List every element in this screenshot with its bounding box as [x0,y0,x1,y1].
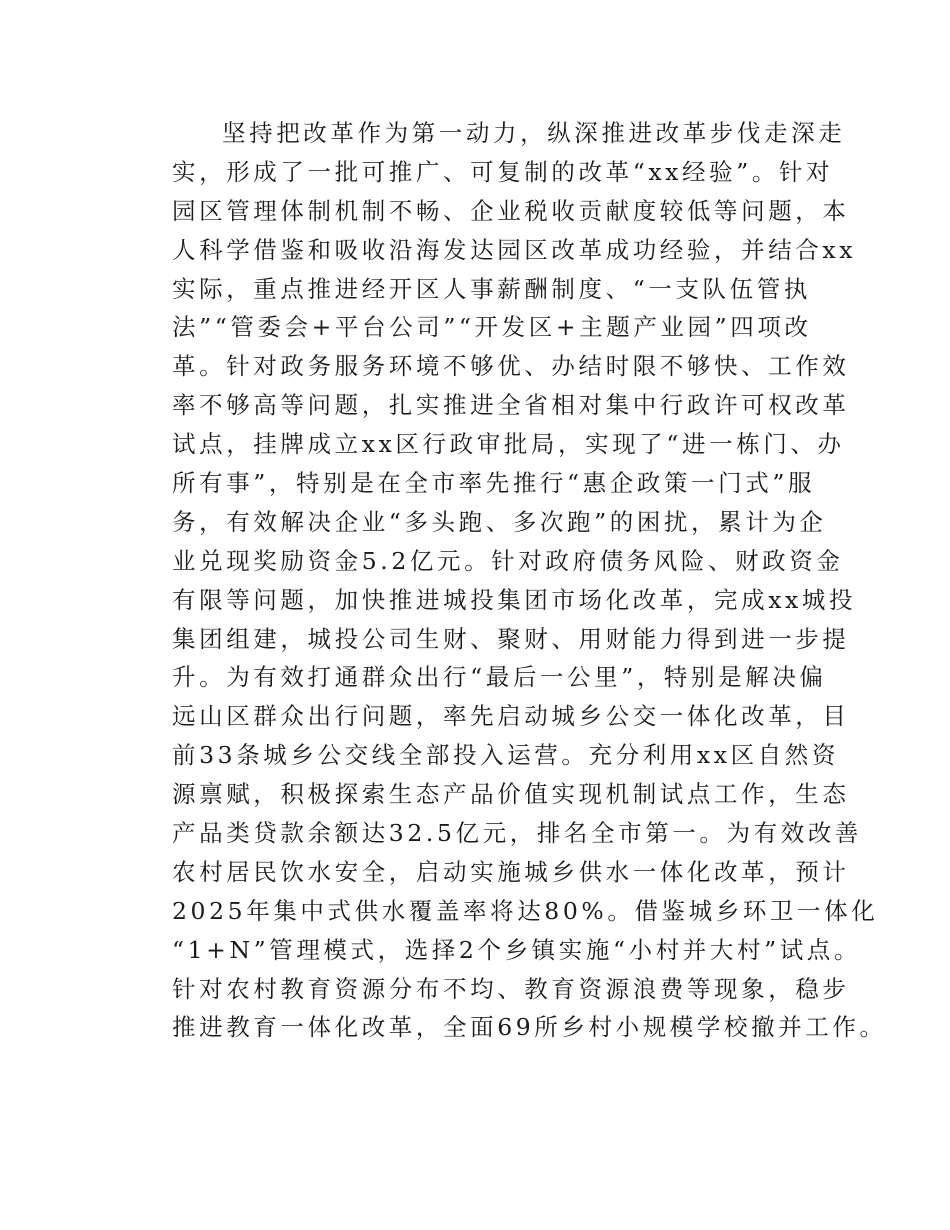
text-line: 源禀赋，积极探索生态产品价值实现机制试点工作，生态 [172,780,850,809]
text-line: 农村居民饮水安全，启动实施城乡供水一体化改革，预计 [172,857,850,886]
text-line: 实际，重点推进经开区人事薪酬制度、“一支队伍管执 [172,274,811,303]
text-line: 2025年集中式供水覆盖率将达80%。借鉴城乡环卫一体化 [172,896,879,925]
text-line: “1+N”管理模式，选择2个乡镇实施“小村并大村”试点。 [172,935,862,964]
text-line: 前33条城乡公交线全部投入运营。充分利用xx区自然资 [172,741,840,770]
text-line: 远山区群众出行问题，率先启动城乡公交一体化改革，目 [172,702,850,731]
body-paragraph [172,114,887,1047]
text-line: 人科学借鉴和吸收沿海发达园区改革成功经验，并结合xx [172,235,857,264]
text-line: 升。为有效打通群众出行“最后一公里”，特别是解决偏 [172,663,827,692]
text-line: 业兑现奖励资金5.2亿元。针对政府债务风险、财政资金 [172,546,844,575]
text-line: 针对农村教育资源分布不均、教育资源浪费等现象，稳步 [172,974,850,1003]
text-line: 率不够高等问题，扎实推进全省相对集中行政许可权改革 [172,391,850,420]
text-line: 实，形成了一批可推广、可复制的改革“xx经验”。针对 [172,157,834,186]
text-line: 坚持把改革作为第一动力，纵深推进改革步伐走深走 [222,119,846,147]
text-line: 集团组建，城投公司生财、聚财、用财能力得到进一步提 [172,624,850,653]
text-line: 所有事”，特别是在全市率先推行“惠企政策一门式”服 [172,469,816,498]
text-line: 产品类贷款余额达32.5亿元，排名全市第一。为有效改善 [172,819,863,848]
text-line: 有限等问题，加快推进城投集团市场化改革，完成xx城投 [172,585,857,614]
text-line: 推进教育一体化改革，全面69所乡村小规模学校撤并工作。 [172,1013,887,1042]
text-line: 法”“管委会+平台公司”“开发区+主题产业园”四项改 [172,313,812,342]
text-line: 园区管理体制机制不畅、企业税收贡献度较低等问题，本 [172,196,850,225]
text-line: 务，有效解决企业“多头跑、多次跑”的困扰，累计为企 [172,507,827,536]
text-line: 革。针对政务服务环境不够优、办结时限不够快、工作效 [172,352,850,381]
text-line: 试点，挂牌成立xx区行政审批局，实现了“进一栋门、办 [172,430,845,459]
